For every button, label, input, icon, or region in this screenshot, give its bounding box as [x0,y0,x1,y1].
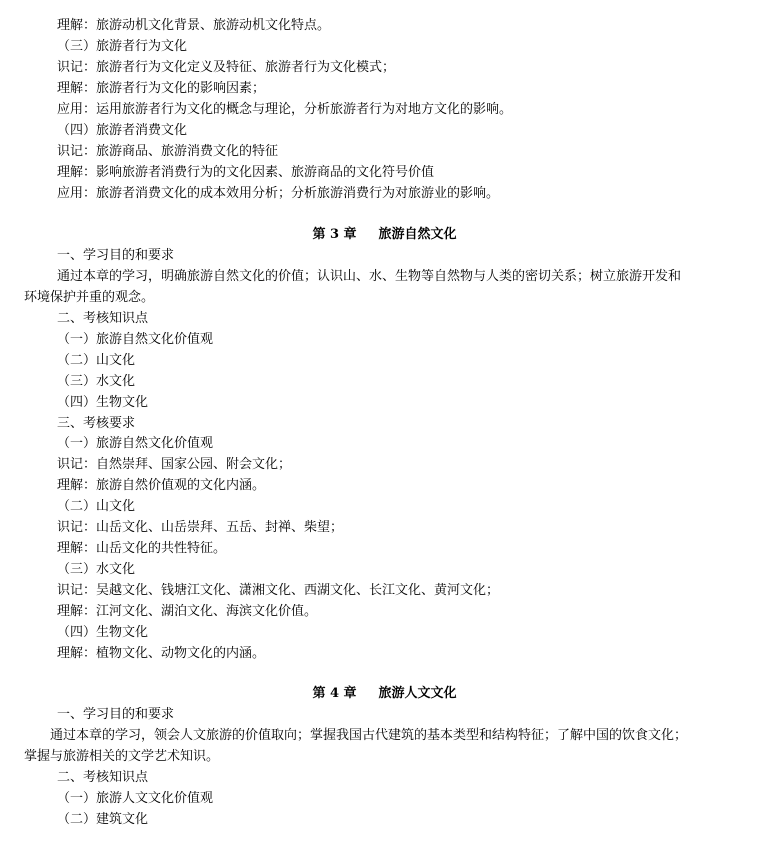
chapter-number: 第 4 章 [312,686,357,701]
text-line: 理解：旅游者行为文化的影响因素； [57,81,266,96]
chapter-title: 旅游人文文化 [378,686,457,701]
section-heading: 一、学习目的和要求 [57,248,175,263]
chapter-number: 第 3 章 [312,227,357,242]
list-item: （一）旅游自然文化价值观 [57,332,214,347]
subsection-heading: （四）旅游者消费文化 [57,123,188,138]
section-heading: 三、考核要求 [57,416,136,431]
text-line: 识记：吴越文化、钱塘江文化、潇湘文化、西湖文化、长江文化、黄河文化； [57,583,500,598]
text-line: 理解：植物文化、动物文化的内涵。 [57,646,266,661]
subsection-heading: （二）山文化 [57,499,136,514]
list-item: （三）水文化 [57,374,136,389]
text-line: 应用：旅游者消费文化的成本效用分析；分析旅游消费行为对旅游业的影响。 [57,186,500,201]
list-item: （二）建筑文化 [57,812,149,827]
text-line: 识记：旅游商品、旅游消费文化的特征 [57,144,279,159]
text-line: 理解：旅游动机文化背景、旅游动机文化特点。 [57,18,331,33]
paragraph-line: 通过本章的学习，领会人文旅游的价值取向；掌握我国古代建筑的基本类型和结构特征；了解中国的饮食文化； [50,728,688,743]
text-line: 识记：自然崇拜、国家公园、附会文化； [57,457,292,472]
paragraph-line: 环境保护并重的观念。 [24,290,155,305]
chapter-4-heading [0,686,769,702]
text-line: 应用：运用旅游者行为文化的概念与理论，分析旅游者行为对地方文化的影响。 [57,102,513,117]
section-heading: 二、考核知识点 [57,311,149,326]
text-line: 理解：影响旅游者消费行为的文化因素、旅游商品的文化符号价值 [57,165,435,180]
chapter-3-heading [0,227,769,243]
text-line: 理解：旅游自然价值观的文化内涵。 [57,478,266,493]
list-item: （一）旅游人文文化价值观 [57,791,214,806]
section-heading: 二、考核知识点 [57,770,149,785]
subsection-heading: （四）生物文化 [57,625,149,640]
subsection-heading: （三）旅游者行为文化 [57,39,188,54]
list-item: （二）山文化 [57,353,136,368]
paragraph-line: 掌握与旅游相关的文学艺术知识。 [24,749,220,764]
text-line: 理解：江河文化、湖泊文化、海滨文化价值。 [57,604,318,619]
subsection-heading: （一）旅游自然文化价值观 [57,436,214,451]
text-line: 识记：山岳文化、山岳崇拜、五岳、封禅、柴望； [57,520,344,535]
paragraph-line: 通过本章的学习，明确旅游自然文化的价值；认识山、水、生物等自然物与人类的密切关系；树立旅游开发和 [57,269,682,284]
subsection-heading: （三）水文化 [57,562,136,577]
text-line: 理解：山岳文化的共性特征。 [57,541,227,556]
section-heading: 一、学习目的和要求 [57,707,175,722]
text-line: 识记：旅游者行为文化定义及特征、旅游者行为文化模式； [57,60,396,75]
chapter-title: 旅游自然文化 [378,227,457,242]
list-item: （四）生物文化 [57,395,149,410]
